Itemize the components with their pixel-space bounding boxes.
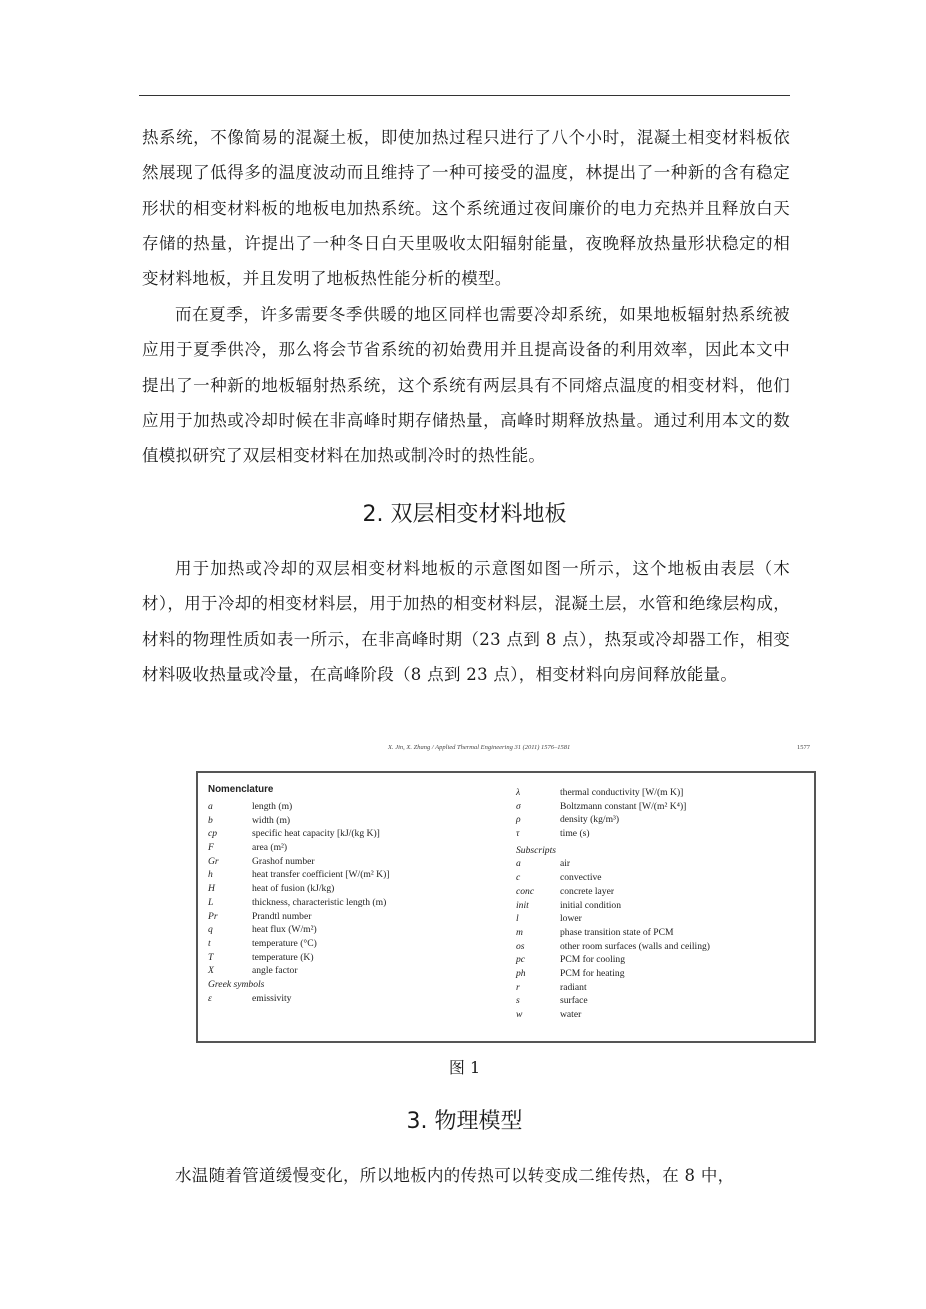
nomenclature-right-definition: thermal conductivity [W/(m K)] bbox=[560, 787, 684, 798]
subscript-symbol: os bbox=[516, 940, 525, 952]
nomenclature-left-symbol: Gr bbox=[208, 855, 219, 867]
nomenclature-left-definition: heat of fusion (kJ/kg) bbox=[252, 883, 335, 895]
nomenclature-left-row bbox=[208, 937, 508, 951]
nomenclature-left-symbol: L bbox=[208, 896, 214, 908]
nomenclature-left-row bbox=[208, 964, 508, 978]
nomenclature-left-row bbox=[208, 868, 508, 882]
subscript-definition: concrete layer bbox=[560, 885, 615, 897]
subscript-row bbox=[516, 857, 806, 871]
nomenclature-left-definition: heat transfer coefficient [W/(m² K)] bbox=[252, 869, 390, 881]
figure-nomenclature bbox=[196, 740, 816, 1042]
subscript-symbol: s bbox=[516, 995, 520, 1007]
nomenclature-left-row bbox=[208, 841, 508, 855]
nomenclature-left-column bbox=[208, 783, 508, 1005]
nomenclature-left-symbol: T bbox=[208, 951, 214, 963]
nomenclature-left-row bbox=[208, 896, 508, 910]
nomenclature-left-definition: temperature (°C) bbox=[252, 937, 317, 949]
subscript-row bbox=[516, 953, 806, 967]
nomenclature-left-symbol: h bbox=[208, 869, 213, 881]
subscript-definition: initial condition bbox=[560, 899, 622, 911]
subscripts-list bbox=[516, 857, 806, 1021]
nomenclature-left-symbol: F bbox=[208, 842, 214, 854]
subscripts-title: Subscripts bbox=[516, 844, 556, 856]
subscript-row bbox=[516, 899, 806, 913]
nomenclature-right-row bbox=[516, 800, 806, 814]
nomenclature-left-definition: temperature (K) bbox=[252, 951, 314, 963]
subscript-row bbox=[516, 940, 806, 954]
subscript-row bbox=[516, 981, 806, 995]
nomenclature-title: Nomenclature bbox=[208, 784, 274, 795]
nomenclature-right-row bbox=[516, 786, 806, 800]
nomenclature-left-definition: width (m) bbox=[252, 814, 291, 826]
nomenclature-left-definition: specific heat capacity [kJ/(kg K)] bbox=[252, 828, 380, 840]
subscript-symbol: a bbox=[516, 858, 521, 870]
subscript-definition: PCM for heating bbox=[560, 967, 625, 979]
subscript-definition: convective bbox=[560, 872, 602, 884]
nomenclature-left-row bbox=[208, 951, 508, 965]
subscript-symbol: w bbox=[516, 1009, 523, 1020]
subscript-row bbox=[516, 967, 806, 981]
nomenclature-right-symbol: τ bbox=[516, 828, 520, 840]
greek-symbols-title: Greek symbols bbox=[208, 978, 265, 990]
nomenclature-left-definition: Prandtl number bbox=[252, 910, 312, 922]
nomenclature-left-symbol: t bbox=[208, 937, 211, 949]
nomenclature-right-symbol: σ bbox=[516, 800, 521, 812]
subscript-row bbox=[516, 912, 806, 926]
paragraph-1: 热系统，不像简易的混凝土板，即使加热过程只进行了八个小时，混凝土相变材料板依然展现了低得多的温度波动而且维持了一种可接受的温度，林提出了一种新的含有稳定形状的相变材料板的地板电加热系统。这个系统通过夜间廉价的电力充热并且释放白天存储的热量，许提出了一种冬日白天里吸收太阳辐射能量，夜晚释放热量形状稳定的相变材料地板，并且发明了地板热性能分析的模型。 bbox=[142, 128, 790, 289]
nomenclature-left-definition: area (m²) bbox=[252, 842, 288, 854]
subscript-symbol: l bbox=[516, 913, 519, 925]
subscript-definition: water bbox=[560, 1009, 582, 1020]
journal-page-number: 1577 bbox=[797, 744, 810, 751]
subscript-definition: phase transition state of PCM bbox=[560, 926, 674, 938]
nomenclature-box bbox=[196, 771, 816, 1043]
subscript-row bbox=[516, 1008, 806, 1022]
subscript-row bbox=[516, 994, 806, 1008]
nomenclature-left-definition: length (m) bbox=[252, 801, 293, 812]
nomenclature-right-symbol: λ bbox=[516, 787, 521, 798]
nomenclature-left-symbol: H bbox=[208, 883, 215, 895]
subscript-definition: other room surfaces (walls and ceiling) bbox=[560, 940, 710, 952]
nomenclature-left-row bbox=[208, 855, 508, 869]
subscript-definition: air bbox=[560, 858, 571, 870]
nomenclature-left-symbol: Pr bbox=[208, 910, 218, 922]
subscript-symbol: conc bbox=[516, 885, 535, 897]
nomenclature-right-row bbox=[516, 827, 806, 841]
subscript-definition: radiant bbox=[560, 981, 587, 993]
nomenclature-left-row bbox=[208, 923, 508, 937]
header-rule bbox=[139, 95, 790, 96]
nomenclature-left-row bbox=[208, 814, 508, 828]
subscript-row bbox=[516, 871, 806, 885]
greek-symbol-row bbox=[208, 992, 508, 1006]
greek-symbols-list bbox=[208, 992, 508, 1006]
nomenclature-right-row bbox=[516, 813, 806, 827]
nomenclature-left-definition: Grashof number bbox=[252, 855, 315, 867]
paragraph-2: 而在夏季，许多需要冬季供暖的地区同样也需要冷却系统，如果地板辐射热系统被应用于夏季供冷，那么将会节省系统的初始费用并且提高设备的利用效率，因此本文中提出了一种新的地板辐射热系统，这个系统有两层具有不同熔点温度的相变材料，他们应用于加热或冷却时候在非高峰时期存储热量，高峰时期释放热量。通过利用本文的数值模拟研究了双层相变材料在加热或制冷时的热性能。 bbox=[142, 305, 790, 466]
nomenclature-left-row bbox=[208, 800, 508, 814]
nomenclature-left-row bbox=[208, 910, 508, 924]
nomenclature-left-symbol: X bbox=[208, 965, 214, 977]
greek-symbol-definition: emissivity bbox=[252, 992, 292, 1004]
figure-journal-header bbox=[196, 744, 816, 758]
subscript-definition: PCM for cooling bbox=[560, 954, 626, 966]
section-heading-3: 3. 物理模型 bbox=[406, 1109, 523, 1134]
subscript-row bbox=[516, 885, 806, 899]
nomenclature-left-row bbox=[208, 827, 508, 841]
nomenclature-left-symbol: q bbox=[208, 924, 213, 936]
nomenclature-left-definition: heat flux (W/m²) bbox=[252, 924, 317, 936]
paragraph-4: 水温随着管道缓慢变化，所以地板内的传热可以转变成二维传热，在 8 中， bbox=[175, 1166, 735, 1185]
subscript-symbol: init bbox=[516, 899, 529, 911]
subscript-definition: surface bbox=[560, 995, 588, 1007]
figure-caption: 图 1 bbox=[448, 1058, 481, 1077]
nomenclature-left-list bbox=[208, 800, 508, 978]
subscript-row bbox=[516, 926, 806, 940]
nomenclature-left-symbol: a bbox=[208, 801, 213, 812]
nomenclature-left-definition: thickness, characteristic length (m) bbox=[252, 896, 387, 908]
subscript-symbol: r bbox=[516, 981, 520, 993]
nomenclature-right-definition: time (s) bbox=[560, 828, 590, 840]
nomenclature-left-symbol: cp bbox=[208, 828, 218, 840]
subscript-symbol: pc bbox=[516, 954, 526, 966]
subscript-symbol: ph bbox=[516, 967, 526, 979]
subscript-symbol: c bbox=[516, 872, 521, 884]
greek-symbol-symbol: ε bbox=[208, 992, 212, 1004]
nomenclature-right-symbol: ρ bbox=[516, 814, 521, 826]
nomenclature-right-column bbox=[516, 783, 806, 1022]
nomenclature-left-row bbox=[208, 882, 508, 896]
journal-reference: X. Jin, X. Zhang / Applied Thermal Engineering 31 (2011) 1576–1581 bbox=[388, 744, 571, 751]
nomenclature-right-list bbox=[516, 786, 806, 841]
subscript-definition: lower bbox=[560, 913, 582, 925]
nomenclature-right-definition: density (kg/m³) bbox=[560, 814, 620, 826]
section-heading-2: 2. 双层相变材料地板 bbox=[362, 502, 567, 527]
subscript-symbol: m bbox=[516, 926, 523, 938]
nomenclature-left-definition: angle factor bbox=[252, 965, 298, 977]
paragraph-3: 用于加热或冷却的双层相变材料地板的示意图如图一所示，这个地板由表层（木材），用于冷却的相变材料层，用于加热的相变材料层，混凝土层，水管和绝缘层构成，材料的物理性质如表一所示，在非高峰时期（23 点到 8 点），热泵或冷却器工作，相变材料吸收热量或冷量，在高峰阶段（8 点到 23 点），相变材料向房间释放能量。 bbox=[142, 559, 790, 684]
nomenclature-left-symbol: b bbox=[208, 814, 213, 826]
nomenclature-right-definition: Boltzmann constant [W/(m² K⁴)] bbox=[560, 800, 687, 812]
